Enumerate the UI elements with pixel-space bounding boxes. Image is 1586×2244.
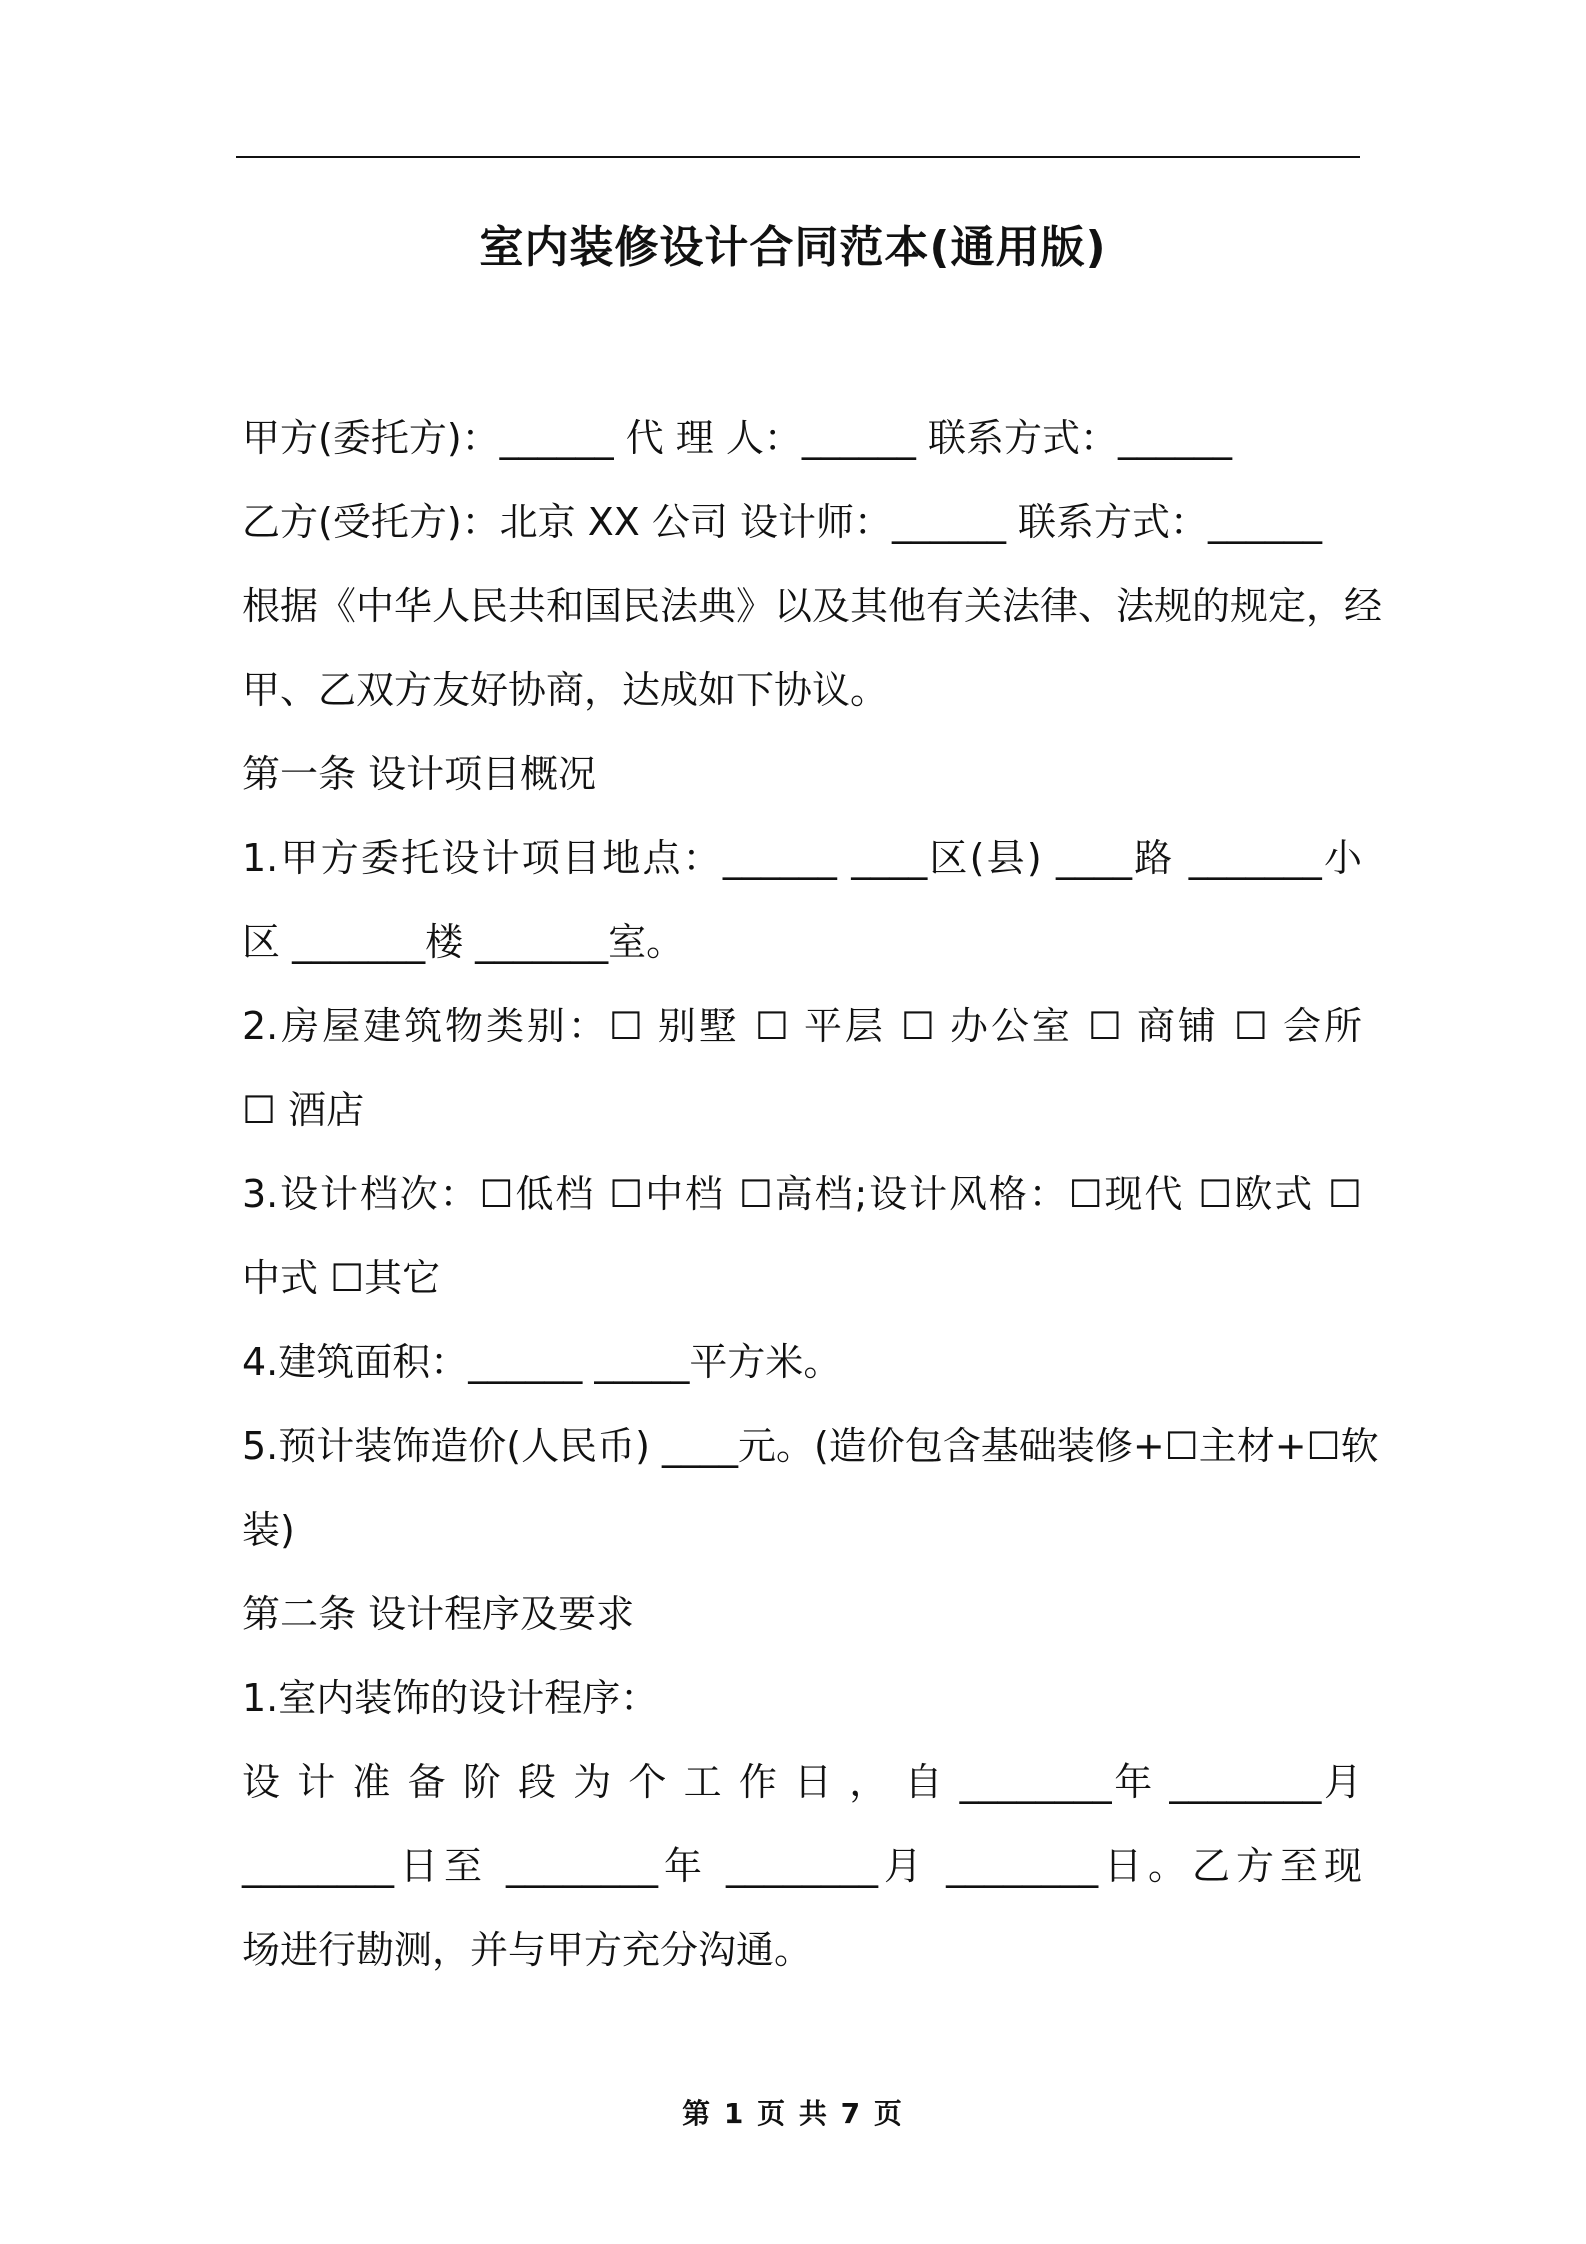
- item-1-5-line-1: 5.预计装饰造价(人民币) ____元。(造价包含基础装修+☐主材+☐软: [242, 1424, 1379, 1468]
- item-2-1-heading: 1.室内装饰的设计程序：: [242, 1676, 659, 1720]
- item-1-3-line-2: 中式 ☐其它: [242, 1256, 441, 1300]
- header-rule: [236, 156, 1360, 158]
- document-title: 室内装修设计合同范本(通用版): [479, 222, 1107, 273]
- party-b-line: 乙方(受托方)：北京 XX 公司 设计师：______ 联系方式：______: [242, 500, 1323, 544]
- item-1-1-line-1: 1.甲方委托设计项目地点：______ ____区(县) ____路 _______小: [242, 836, 1362, 880]
- preamble-line-2: 甲、乙双方友好协商，达成如下协议。: [242, 668, 889, 712]
- item-1-4-line: 4.建筑面积：______ _____平方米。: [242, 1340, 842, 1384]
- item-2-1-line-3: 场进行勘测，并与甲方充分沟通。: [242, 1928, 813, 1972]
- item-1-2-line-1: 2.房屋建筑物类别：☐ 别墅 ☐ 平层 ☐ 办公室 ☐ 商铺 ☐ 会所: [242, 1004, 1362, 1048]
- article-1-heading: 第一条 设计项目概况: [242, 752, 597, 796]
- article-2-heading: 第二条 设计程序及要求: [242, 1592, 635, 1636]
- item-1-1-line-2: 区 _______楼 _______室。: [242, 920, 685, 964]
- preamble-line-1: 根据《中华人民共和国民法典》以及其他有关法律、法规的规定，经: [242, 584, 1383, 628]
- item-2-1-line-2: ________日至 ________年 ________月 ________日。乙方至现: [242, 1844, 1362, 1888]
- page-number: 第 1 页 共 7 页: [682, 2097, 904, 2130]
- item-2-1-line-1: 设 计 准 备 阶 段 为 个 工 作 日 ， 自 ________年 ________月: [242, 1760, 1362, 1804]
- item-1-3-line-1: 3.设计档次：☐低档 ☐中档 ☐高档;设计风格：☐现代 ☐欧式 ☐: [242, 1172, 1362, 1216]
- party-a-line: 甲方(委托方)：______ 代 理 人：______ 联系方式：______: [242, 416, 1232, 460]
- item-1-2-line-2: ☐ 酒店: [242, 1088, 365, 1132]
- item-1-5-line-2: 装): [242, 1508, 295, 1552]
